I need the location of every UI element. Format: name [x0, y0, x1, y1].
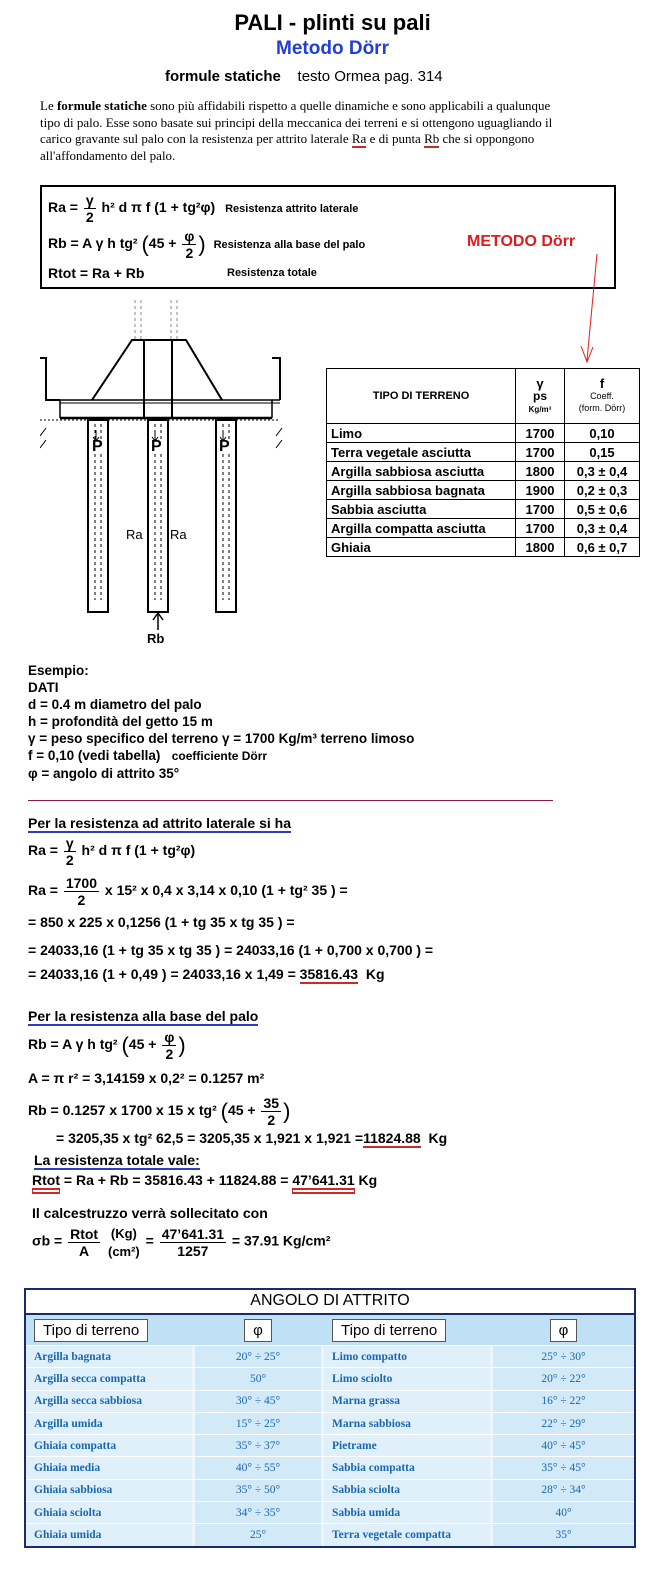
soil-name: Pietrame: [324, 1435, 490, 1457]
phi-header-right: φ: [550, 1319, 578, 1342]
ra-formula: Ra = $\frac{\gamma}{2}$ h² d π f (1 + tg²φ) Resistenza attrito laterale: [48, 192, 359, 225]
angle-row: [25, 1368, 635, 1390]
soil-f: 0,15: [565, 443, 640, 462]
formula-label: formule statiche testo Ormea pag. 314: [165, 68, 443, 85]
example-heading: Esempio:: [28, 663, 89, 678]
friction-angle: 35° ÷ 50°: [195, 1479, 321, 1501]
lateral-calc-1: Ra = $\frac{1700}{2}$ x 15² x 0,4 x 3,14 x 0,10 (1 + tg² 35 ) =: [28, 875, 348, 908]
stress-calc: σb = $\frac{\text{Rtot}}{A}$ (Kg) (cm²) = $\frac{47’641.31}{1257}$ = 37.91 Kg/cm²: [32, 1225, 331, 1259]
data-gamma: γ = peso specifico del terreno γ = 1700 Kg/m³ terreno limoso: [28, 731, 415, 746]
rb-formula: Rb = A γ h tg² (45 + $\frac{\varphi}{2}$ ) Resistenza alla base del palo: [48, 228, 366, 261]
angle-row: [25, 1479, 635, 1501]
lateral-calc-3: = 24033,16 (1 + tg 35 x tg 35 ) = 24033,16 (1 + 0,700 x 0,700 ) =: [28, 942, 434, 958]
soil-gamma: 1700: [516, 500, 565, 519]
soil-name: Limo compatto: [324, 1346, 490, 1368]
soil-type: Argilla compatta asciutta: [327, 519, 516, 538]
soil-type: Argilla sabbiosa asciutta: [327, 462, 516, 481]
soil-name: Argilla umida: [25, 1412, 192, 1434]
friction-angle: 35° ÷ 45°: [493, 1457, 635, 1479]
pile-diagram: [40, 300, 310, 650]
soil-row: [327, 424, 640, 443]
arrow-icon: [575, 250, 605, 370]
soil-f: 0,6 ± 0,7: [565, 538, 640, 557]
soil-name: Ghiaia umida: [25, 1524, 192, 1547]
friction-angle: 50°: [195, 1368, 321, 1390]
angle-row: [25, 1457, 635, 1479]
soil-name: Argilla bagnata: [25, 1346, 192, 1368]
soil-row: [327, 519, 640, 538]
friction-angle: 35°: [493, 1524, 635, 1547]
rtot-result: 47’641.31: [292, 1172, 355, 1188]
lateral-calc-2: = 850 x 225 x 0,1256 (1 + tg 35 x tg 35 ) =: [28, 914, 295, 930]
soil-row: [327, 538, 640, 557]
soil-row: [327, 443, 640, 462]
page-subtitle: Metodo Dörr: [276, 38, 389, 59]
rtot-desc: Resistenza totale: [227, 267, 317, 279]
soil-name: Sabbia sciolta: [324, 1479, 490, 1501]
soil-gamma: 1900: [516, 481, 565, 500]
soil-type-header: TIPO DI TERRENO: [327, 369, 516, 424]
friction-angle: 34° ÷ 35°: [195, 1502, 321, 1524]
soil-name: Sabbia compatta: [324, 1457, 490, 1479]
friction-angle: 20° ÷ 25°: [195, 1346, 321, 1368]
soil-name: Ghiaia sabbiosa: [25, 1479, 192, 1501]
area-calc: A = π r² = 3,14159 x 0,2² = 0.1257 m²: [28, 1070, 265, 1086]
angle-table: [24, 1313, 636, 1548]
data-f: f = 0,10 (vedi tabella) coefficiente Dörr: [28, 748, 268, 763]
soil-name: Ghiaia sciolta: [25, 1502, 192, 1524]
friction-angle: 22° ÷ 29°: [493, 1412, 635, 1434]
angle-row: [25, 1435, 635, 1457]
friction-angle: 25° ÷ 30°: [493, 1346, 635, 1368]
soil-gamma: 1800: [516, 462, 565, 481]
friction-angle: 35° ÷ 37°: [195, 1435, 321, 1457]
data-h: h = profondità del getto 15 m: [28, 714, 213, 729]
soil-type: Argilla sabbiosa bagnata: [327, 481, 516, 500]
friction-angle: 28° ÷ 34°: [493, 1479, 635, 1501]
rb-label: Rb: [147, 631, 165, 646]
f-header: f Coeff. (form. Dörr): [565, 369, 640, 424]
soil-row: [327, 481, 640, 500]
soil-type: Ghiaia: [327, 538, 516, 557]
lateral-heading: Per la resistenza ad attrito laterale si ha: [28, 815, 292, 831]
total-calc: Rtot = Ra + Rb = 35816.43 + 11824.88 = 47’641.31 Kg: [32, 1172, 378, 1188]
lateral-calc-4: = 24033,16 (1 + 0,49 ) = 24033,16 x 1,49 = 35816.43 Kg: [28, 966, 385, 982]
total-heading: La resistenza totale vale:: [34, 1152, 200, 1168]
soil-name: Marna sabbiosa: [324, 1412, 490, 1434]
angle-row: [25, 1346, 635, 1368]
friction-angle: 16° ÷ 22°: [493, 1390, 635, 1412]
ra-label-right: Ra: [170, 527, 187, 542]
soil-type: Terra vegetale asciutta: [327, 443, 516, 462]
gamma-header: γ ps Kg/m³: [516, 369, 565, 424]
angle-row: [25, 1502, 635, 1524]
soil-f: 0,3 ± 0,4: [565, 519, 640, 538]
friction-angle: 15° ÷ 25°: [195, 1412, 321, 1434]
type-header-right: Tipo di terreno: [332, 1319, 446, 1342]
soil-name: Sabbia umida: [324, 1502, 490, 1524]
soil-name: Limo sciolto: [324, 1368, 490, 1390]
soil-gamma: 1700: [516, 424, 565, 443]
data-label: DATI: [28, 680, 59, 695]
soil-f: 0,2 ± 0,3: [565, 481, 640, 500]
friction-angle: 20° ÷ 22°: [493, 1368, 635, 1390]
soil-name: Marna grassa: [324, 1390, 490, 1412]
ra-label-left: Ra: [126, 527, 143, 542]
example-block: [28, 662, 414, 782]
intro-paragraph: Le formule statiche sono più affidabili rispetto a quelle dinamiche e sono applicabili a qualunque tipo di palo. Esse sono basate sui principi della meccanica dei terreni e si ottengono uguagliando il carico gravante sul palo con la resistenza per attrito laterale Ra e di punta Rb che si oppongono all'affondamento del palo.: [40, 98, 553, 163]
lateral-formula: Ra = $\frac{\gamma}{2}$ h² d π f (1 + tg²φ): [28, 835, 196, 868]
friction-angle: 40° ÷ 55°: [195, 1457, 321, 1479]
soil-gamma: 1700: [516, 443, 565, 462]
angle-row: [25, 1390, 635, 1412]
friction-angle: 40°: [493, 1502, 635, 1524]
soil-table: [326, 368, 640, 557]
soil-f: 0,5 ± 0,6: [565, 500, 640, 519]
soil-type: Limo: [327, 424, 516, 443]
angle-table-title: ANGOLO DI ATTRITO: [24, 1288, 636, 1313]
soil-gamma: 1800: [516, 538, 565, 557]
friction-angle: 30° ÷ 45°: [195, 1390, 321, 1412]
method-label: METODO Dörr: [467, 233, 576, 250]
soil-f: 0,3 ± 0,4: [565, 462, 640, 481]
soil-gamma: 1700: [516, 519, 565, 538]
data-d: d = 0.4 m diametro del palo: [28, 697, 202, 712]
soil-f: 0,10: [565, 424, 640, 443]
phi-header-left: φ: [244, 1319, 272, 1342]
friction-angle: 40° ÷ 45°: [493, 1435, 635, 1457]
soil-row: [327, 500, 640, 519]
base-heading: Per la resistenza alla base del palo: [28, 1008, 259, 1024]
base-formula: Rb = A γ h tg² (45 + $\frac{\varphi}{2}$ ): [28, 1029, 186, 1062]
friction-angle: 25°: [195, 1524, 321, 1547]
soil-name: Terra vegetale compatta: [324, 1524, 490, 1547]
angle-table-header: [25, 1314, 635, 1346]
angle-row: [25, 1412, 635, 1434]
load-label-1: P: [92, 438, 103, 455]
data-phi: φ = angolo di attrito 35°: [28, 766, 180, 781]
soil-name: Ghiaia media: [25, 1457, 192, 1479]
angle-table-container: [24, 1288, 636, 1548]
rb-result: 11824.88: [363, 1130, 421, 1146]
rtot-formula: Rtot = Ra + Rb: [48, 265, 145, 281]
load-label-2: P: [151, 438, 162, 455]
load-label-3: P: [219, 438, 230, 455]
type-header-left: Tipo di terreno: [34, 1319, 148, 1342]
soil-name: Argilla secca compatta: [25, 1368, 192, 1390]
stress-intro: Il calcestruzzo verrà sollecitato con: [32, 1205, 268, 1221]
soil-name: Ghiaia compatta: [25, 1435, 192, 1457]
base-calc-2: = 3205,35 x tg² 62,5 = 3205,35 x 1,921 x 1,921 =11824.88 Kg: [56, 1130, 448, 1146]
soil-type: Sabbia asciutta: [327, 500, 516, 519]
ra-result: 35816.43: [299, 966, 359, 982]
base-calc-1: Rb = 0.1257 x 1700 x 15 x tg² (45 + $\frac{35}{2}$ ): [28, 1095, 291, 1128]
page-title: PALI - plinti su pali: [234, 10, 431, 35]
soil-name: Argilla secca sabbiosa: [25, 1390, 192, 1412]
divider: [28, 800, 553, 801]
soil-row: [327, 462, 640, 481]
soil-table-header: [327, 369, 640, 424]
angle-row: [25, 1524, 635, 1547]
